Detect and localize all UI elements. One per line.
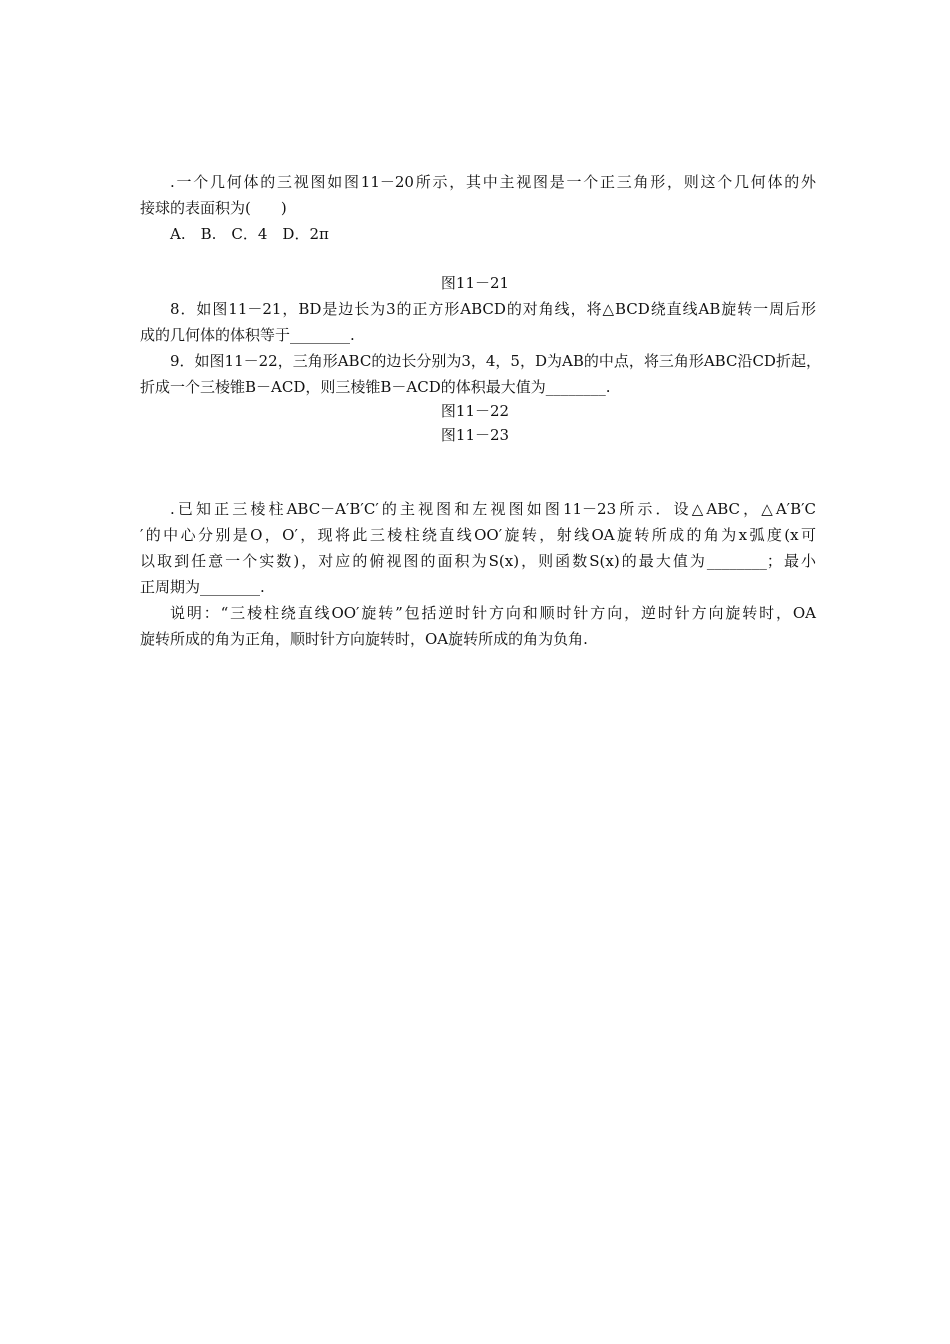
note-line-2: 旋转所成的角为正角，顺时针方向旋转时，OA旋转所成的角为负角. — [140, 630, 588, 648]
problem-7-line-1: .一个几何体的三视图如图11－20所示，其中主视图是一个正三角形，则这个几何体的外 — [170, 173, 816, 191]
problem-8-line-2: 成的几何体的体积等于________. — [140, 326, 355, 344]
figure-caption-11-21: 图11－21 — [440, 274, 510, 292]
problem-8-line-1: 8．如图11－21，BD是边长为3的正方形ABCD的对角线，将△BCD绕直线AB旋转一周后形 — [170, 300, 816, 318]
problem-7-line-2: 接球的表面积为( ) — [140, 199, 287, 217]
figure-caption-11-23: 图11－23 — [440, 426, 510, 444]
problem-10-line-3: 以取到任意一个实数)，对应的俯视图的面积为S(x)，则函数S(x)的最大值为________；最小 — [140, 552, 816, 570]
problem-10-line-4: 正周期为________. — [140, 578, 265, 596]
problem-10-line-1: .已知正三棱柱ABC－A′B′C′的主视图和左视图如图11－23所示．设△ABC，△A′B′C — [170, 500, 816, 518]
note-line-1: 说明：“三棱柱绕直线OO′旋转”包括逆时针方向和顺时针方向，逆时针方向旋转时，OA — [170, 604, 816, 622]
problem-10-line-2: ′的中心分别是O，O′，现将此三棱柱绕直线OO′旋转，射线OA旋转所成的角为x弧度(x可 — [140, 526, 816, 544]
figure-caption-11-22: 图11－22 — [440, 402, 510, 420]
problem-9-line-1: 9．如图11－22，三角形ABC的边长分别为3，4，5，D为AB的中点，将三角形ABC沿CD折起， — [170, 352, 821, 370]
problem-7-options: A. B. C．4 D．2π — [170, 225, 329, 243]
problem-9-line-2: 折成一个三棱锥B－ACD，则三棱锥B－ACD的体积最大值为________. — [140, 378, 611, 396]
